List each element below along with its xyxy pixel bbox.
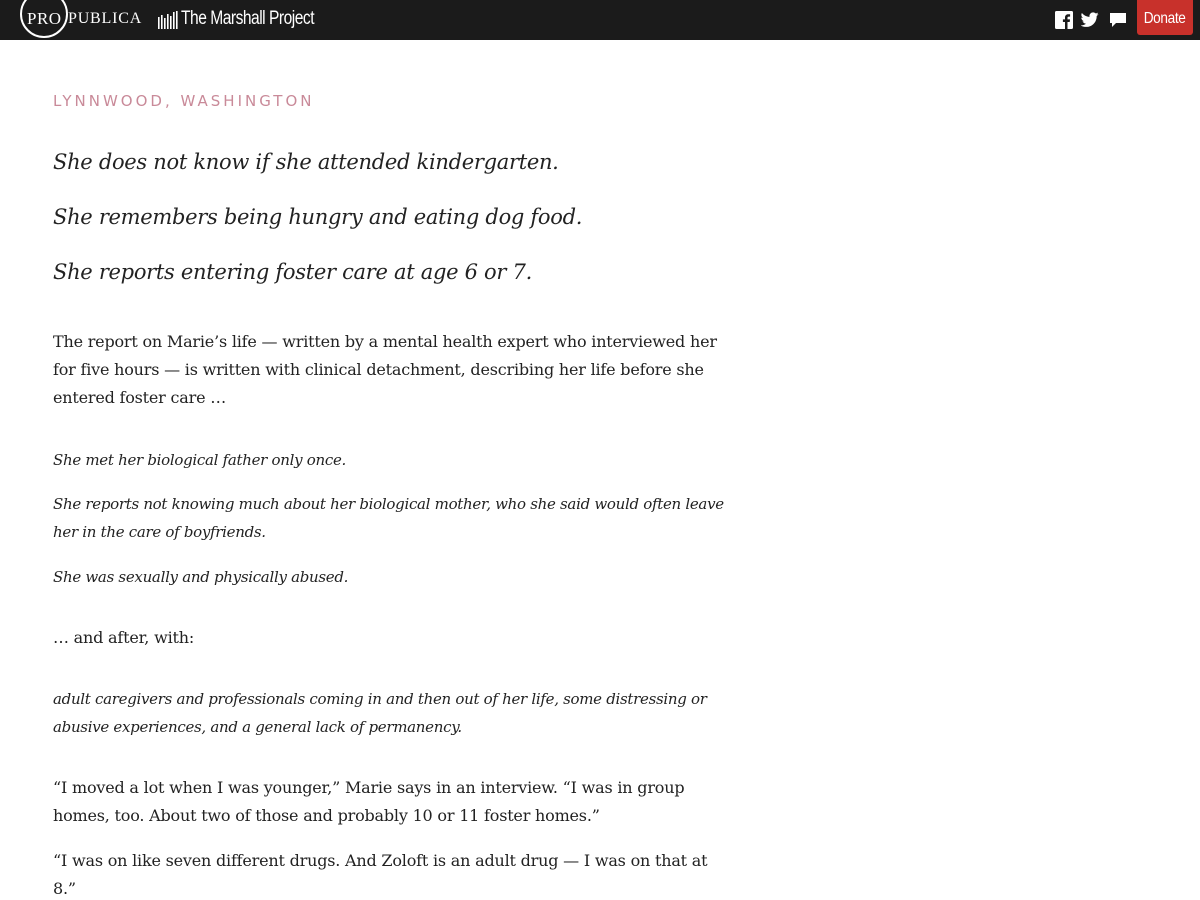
quote-paragraph: “I was on like seven different drugs. And Zoloft is an adult drug — I was on that at 8.” (53, 851, 708, 898)
report-excerpt: She was sexually and physically abused. (53, 568, 349, 586)
twitter-icon[interactable] (1081, 11, 1099, 29)
donate-label[interactable]: Donate (1144, 10, 1186, 27)
propublica-logo-publica[interactable]: PUBLICA (68, 10, 143, 27)
marshall-project-bars-icon[interactable] (158, 11, 178, 29)
top-bar (0, 0, 1200, 40)
facebook-icon[interactable] (1055, 11, 1073, 29)
report-excerpt: adult caregivers and professionals coming in and then out of her life, some distressing or abusive experiences, and a general lack of permanency. (53, 690, 707, 736)
marshall-project-logo[interactable]: The Marshall Project (181, 8, 315, 29)
report-excerpt: She reports not knowing much about her biological mother, who she said would often leave her in the care of boyfriends. (53, 495, 724, 541)
donate-button[interactable] (1137, 0, 1193, 35)
report-excerpt: She met her biological father only once. (53, 451, 346, 469)
intro-paragraph: The report on Marie’s life — written by a mental health expert who interviewed her for five hours — is written with clinical detachment, describing her life before she entered foster care … (53, 332, 717, 407)
transition-paragraph: … and after, with: (53, 628, 195, 647)
dateline: LYNNWOOD, WASHINGTON (53, 92, 315, 110)
lead-line: She does not know if she attended kindergarten. (53, 150, 559, 174)
lead-line: She reports entering foster care at age 6 or 7. (53, 260, 532, 284)
comment-icon[interactable] (1109, 11, 1127, 29)
lead-line: She remembers being hungry and eating dog food. (53, 205, 583, 229)
propublica-logo-pro[interactable]: PRO (27, 9, 62, 28)
quote-paragraph: “I moved a lot when I was younger,” Marie says in an interview. “I was in group homes, too. About two of those and probably 10 or 11 foster homes.” (53, 778, 685, 825)
